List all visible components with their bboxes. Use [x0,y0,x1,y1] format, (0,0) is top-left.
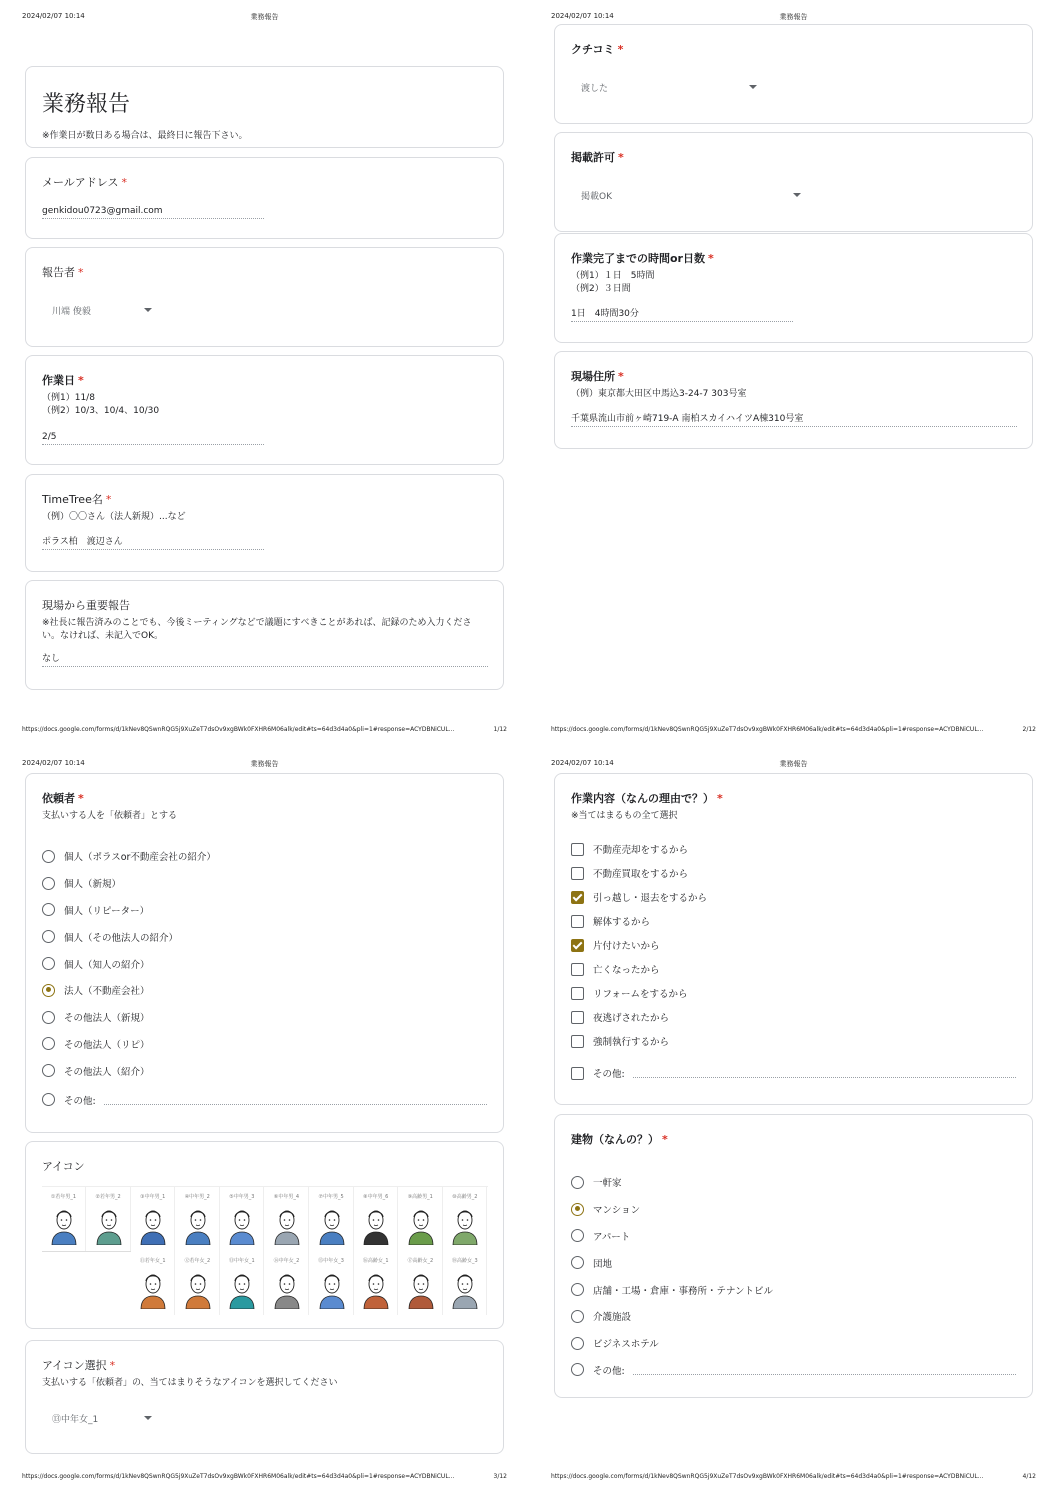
radio-icon[interactable] [571,1256,584,1269]
radio-option[interactable] [42,897,487,924]
building-options [571,1169,1016,1383]
radio-option[interactable] [571,1196,1016,1223]
print-title: 業務報告 [779,13,808,21]
address-field[interactable]: 千葉県流山市前ヶ崎719-A 南柏スカイハイツA棟310号室 [571,411,1017,427]
radio-icon[interactable] [42,1011,55,1024]
question-label: メールアドレス [42,176,119,189]
form-title: 業務報告 [42,92,131,117]
option-label: 引っ越し・退去をするから [593,893,708,904]
option-label: 店舗・工場・倉庫・事務所・テナントビル [593,1285,774,1297]
icon-cell [220,1187,264,1251]
option-label: 解体するから [593,917,651,928]
client-options [42,843,487,1113]
help-text: ※社長に報告済みのことでも、今後ミーティングなどで議題にすべきことがあれば、記録のため入力ください。なければ、未記入でOK。 [42,618,472,641]
option-label: ビジネスホテル [593,1339,659,1351]
kuchikomi-dropdown[interactable] [581,81,757,95]
option-label: その他法人（リピ） [64,1039,150,1051]
page-2 [529,0,1058,747]
icon-label: ④中年男_2 [184,1194,210,1200]
icon-cell [354,1187,398,1251]
option-label: 個人（ポラスor不動産会社の紹介） [64,852,216,864]
person-icon [184,1205,212,1245]
footer-url: https://docs.google.com/forms/d/1kNev8QSwnRQG5j9XuZeT7dsOv9xgBWk0FXHR6M06alk/edit#ts=64d3d4a0&pli=1#response=ACYDBNiCUL... [22,726,455,733]
radio-icon[interactable] [42,903,55,916]
icon-label: ⑱高齢女_3 [452,1258,478,1264]
radio-icon[interactable] [42,1037,55,1050]
icon-cell [265,1187,309,1251]
help-text: ※当てはまるもの全て選択 [571,811,678,821]
radio-option[interactable] [42,843,487,870]
required-mark: * [618,370,624,383]
required-mark: * [105,493,112,506]
radio-icon[interactable] [571,1176,584,1189]
option-label: 不動産売却をするから [593,845,689,856]
page-header [551,12,1036,22]
checkbox-icon[interactable] [571,1067,584,1080]
question-reason [554,773,1033,1105]
icon-cell [443,1187,487,1251]
workdate-field[interactable]: 2/5 [42,432,264,445]
icon-cell [42,1187,86,1251]
required-mark: * [662,1133,668,1146]
icon-label: ⑫若年女_2 [184,1258,211,1264]
person-icon [50,1205,78,1245]
option-label: 一軒家 [593,1178,622,1190]
required-mark: * [717,792,723,805]
question-label: 作業日 [42,374,75,387]
dropdown-value: 掲載OK [581,192,612,202]
radio-option[interactable] [42,1031,487,1058]
duration-field[interactable]: 1日 4時間30分 [571,306,793,322]
page-header [22,12,507,22]
radio-option[interactable] [571,1357,1016,1384]
checkbox-option[interactable] [571,1061,1016,1085]
question-icon [25,1141,504,1329]
page-footer [551,726,1036,736]
required-mark: * [78,266,84,279]
person-icon [407,1269,435,1309]
form-header-card [25,66,504,148]
checkbox-icon[interactable] [571,939,584,952]
page-1 [0,0,529,747]
help-text: 支払いする人を「依頼者」とする [42,811,178,821]
icon-cell [443,1251,487,1315]
question-label: 作業内容（なんの理由で？） [571,792,714,805]
form-description: ※作業日が数日ある場合は、最終日に報告下さい。 [42,131,248,141]
question-building [554,1114,1033,1398]
page-footer [22,1473,507,1483]
page-3 [0,747,529,1494]
option-label: 法人（不動産会社） [64,986,150,998]
help-text: 支払いする「依頼者」の、当てはまりそうなアイコンを選択してください [42,1378,338,1388]
person-icon [318,1205,346,1245]
icon-select-dropdown[interactable] [52,1412,152,1426]
grid-divider [42,1251,131,1252]
icon-cell [354,1251,398,1315]
question-label: アイコン [42,1160,85,1173]
chevron-down-icon [793,193,801,197]
radio-option[interactable] [571,1276,1016,1303]
chevron-down-icon [144,1416,152,1420]
radio-icon[interactable] [42,984,55,997]
radio-icon[interactable] [42,1064,55,1077]
radio-option[interactable] [42,950,487,977]
help-text [42,392,487,418]
radio-icon[interactable] [571,1363,584,1376]
icon-label: ⑯高齢女_1 [362,1258,389,1264]
radio-option[interactable] [42,870,487,897]
required-mark: * [78,374,84,387]
reporter-dropdown[interactable] [52,304,152,318]
page-header [551,759,1036,769]
question-email [25,157,504,239]
person-icon [228,1269,256,1309]
option-label: その他: [64,1095,96,1107]
question-reporter [25,247,504,347]
option-label: アパート [593,1231,631,1243]
icon-label: ⑨高齢男_1 [407,1194,433,1200]
icon-cell [220,1251,264,1315]
question-label: 依頼者 [42,792,75,805]
option-label: 不動産買取をするから [593,869,689,880]
icon-cell [131,1187,175,1251]
chevron-down-icon [749,85,757,89]
print-datetime: 2024/02/07 10:14 [551,12,614,20]
print-datetime: 2024/02/07 10:14 [551,759,614,767]
checkbox-icon[interactable] [571,915,584,928]
icon-label: ①若年男_1 [50,1194,77,1200]
help-line-2: （例2）10/3、10/4、10/30 [42,406,160,416]
question-label: 現場住所 [571,370,615,383]
question-important [25,580,504,690]
icon-label: ⑬中年女_1 [229,1258,255,1264]
permission-dropdown[interactable] [581,189,801,203]
option-label: その他: [593,1069,625,1080]
option-label: 個人（リピーター） [64,905,150,917]
checkbox-option[interactable] [571,885,1016,909]
print-title: 業務報告 [779,760,808,768]
radio-icon[interactable] [571,1229,584,1242]
required-mark: * [707,252,714,265]
help-text [571,270,1016,296]
option-label: リフォームをするから [593,989,688,1000]
radio-option[interactable] [571,1330,1016,1357]
page-number: 2/12 [1022,726,1036,733]
question-label: 掲載許可 [571,151,615,164]
person-icon [139,1205,167,1245]
question-kuchikomi [554,24,1033,124]
person-icon [362,1269,390,1309]
question-timetree [25,474,504,572]
radio-icon[interactable] [42,850,55,863]
icon-grid-image [42,1186,488,1318]
radio-option[interactable] [42,1086,487,1113]
icon-cell [399,1187,443,1251]
help-text: （例）〇〇さん（法人新規）...など [42,512,186,522]
help-line-1: （例1）11/8 [42,393,95,403]
other-text-field[interactable] [633,1365,1016,1375]
icon-cell [265,1251,309,1315]
question-address [554,351,1033,449]
required-mark: * [78,792,84,805]
radio-option[interactable] [42,923,487,950]
checkbox-icon[interactable] [571,1011,584,1024]
question-label: TimeTree名 [42,493,103,506]
page-number: 4/12 [1022,1473,1036,1480]
checkbox-option[interactable] [571,981,1016,1005]
icon-cell [310,1187,354,1251]
icon-label: ⑩高齢男_2 [452,1194,478,1200]
option-label: 個人（その他法人の紹介） [64,932,179,944]
person-icon [228,1205,256,1245]
checkbox-icon[interactable] [571,987,584,1000]
person-icon [318,1269,346,1309]
person-icon [184,1269,212,1309]
checkbox-option[interactable] [571,909,1016,933]
print-datetime: 2024/02/07 10:14 [22,12,85,20]
chevron-down-icon [144,308,152,312]
timetree-field[interactable]: ポラス柏 渡辺さん [42,534,264,550]
print-title: 業務報告 [250,760,279,768]
icon-label: ⑧中年男_6 [363,1194,389,1200]
person-icon [95,1205,123,1245]
person-icon [273,1205,301,1245]
footer-url: https://docs.google.com/forms/d/1kNev8QSwnRQG5j9XuZeT7dsOv9xgBWk0FXHR6M06alk/edit#ts=64d3d4a0&pli=1#response=ACYDBNiCUL... [551,726,984,733]
question-label: クチコミ [571,43,615,56]
footer-url: https://docs.google.com/forms/d/1kNev8QSwnRQG5j9XuZeT7dsOv9xgBWk0FXHR6M06alk/edit#ts=64d3d4a0&pli=1#response=ACYDBNiCUL... [551,1473,984,1480]
checkbox-icon[interactable] [571,843,584,856]
required-mark: * [618,151,624,164]
icon-label: ⑦中年男_5 [318,1194,344,1200]
option-label: 亡くなったから [593,965,660,976]
option-label: 個人（新規） [64,879,122,891]
page-4 [529,747,1058,1494]
question-label: 建物（なんの？） [571,1133,659,1146]
icon-label: ③中年男_1 [140,1194,166,1200]
page-number: 1/12 [493,726,507,733]
dropdown-value: 渡した [581,84,609,94]
person-icon [273,1269,301,1309]
other-text-field[interactable] [104,1095,487,1105]
required-mark: * [121,176,127,189]
icon-label: ⑪若年女_1 [139,1258,166,1264]
reason-options [571,837,1016,1085]
required-mark: * [109,1359,116,1372]
checkbox-icon[interactable] [571,867,584,880]
dropdown-value: 川端 俊毅 [52,307,91,317]
checkbox-icon[interactable] [571,1035,584,1048]
icon-cell [131,1251,175,1315]
icon-label: ⑰高齢女_2 [407,1258,434,1264]
dropdown-value: ⑬中年女_1 [52,1415,99,1425]
question-label: 報告者 [42,266,75,279]
option-label: 片付けたいから [593,941,660,952]
checkbox-option[interactable] [571,861,1016,885]
radio-option[interactable] [42,1004,487,1031]
question-label: 現場から重要報告 [42,599,130,612]
person-icon [362,1205,390,1245]
person-icon [451,1205,479,1245]
radio-icon[interactable] [571,1337,584,1350]
icon-label: ⑭中年女_2 [273,1258,300,1264]
person-icon [407,1205,435,1245]
icon-cell [176,1187,220,1251]
radio-icon[interactable] [571,1283,584,1296]
question-duration [554,233,1033,343]
icon-label: ⑥中年男_4 [273,1194,300,1200]
person-icon [139,1269,167,1309]
option-label: 団地 [593,1258,613,1270]
footer-url: https://docs.google.com/forms/d/1kNev8QSwnRQG5j9XuZeT7dsOv9xgBWk0FXHR6M06alk/edit#ts=64d3d4a0&pli=1#response=ACYDBNiCUL... [22,1473,455,1480]
checkbox-option[interactable] [571,957,1016,981]
question-permission [554,132,1033,232]
page-number: 3/12 [493,1473,507,1480]
option-label: その他: [593,1365,625,1377]
icon-label: ⑮中年女_3 [318,1258,344,1264]
radio-icon[interactable] [42,957,55,970]
question-workdate [25,355,504,465]
page-header [22,759,507,769]
option-label: その他法人（紹介） [64,1066,150,1078]
required-mark: * [617,43,624,56]
checkbox-option[interactable] [571,933,1016,957]
page-footer [551,1473,1036,1483]
help-line-2: （例2）３日間 [571,284,631,294]
radio-option[interactable] [571,1223,1016,1250]
question-icon-select [25,1340,504,1454]
help-text: （例）東京都大田区中馬込3-24-7 303号室 [571,389,747,399]
radio-icon[interactable] [571,1310,584,1323]
page-footer [22,726,507,736]
radio-icon[interactable] [42,1093,55,1106]
question-label: 作業完了までの時間or日数 [571,252,705,265]
checkbox-icon[interactable] [571,963,584,976]
icon-cell [310,1251,354,1315]
radio-option[interactable] [571,1249,1016,1276]
question-client [25,773,504,1133]
radio-option[interactable] [571,1303,1016,1330]
person-icon [451,1269,479,1309]
radio-icon[interactable] [42,930,55,943]
radio-option[interactable] [42,1057,487,1084]
option-label: マンション [593,1205,641,1217]
radio-option[interactable] [571,1169,1016,1196]
checkbox-option[interactable] [571,837,1016,861]
icon-cell [399,1251,443,1315]
checkbox-option[interactable] [571,1029,1016,1053]
radio-icon[interactable] [571,1203,584,1216]
question-label: アイコン選択 [42,1359,107,1372]
radio-option[interactable] [42,977,487,1004]
checkbox-icon[interactable] [571,891,584,904]
option-label: 夜逃げされたから [593,1013,670,1024]
print-datetime: 2024/02/07 10:14 [22,759,85,767]
icon-cell [176,1251,220,1315]
option-label: 介護施設 [593,1312,632,1324]
radio-icon[interactable] [42,877,55,890]
option-label: 個人（知人の紹介） [64,959,150,971]
icon-label: ②若年男_2 [95,1194,121,1200]
help-line-1: （例1）１日 5時間 [571,271,655,281]
checkbox-option[interactable] [571,1005,1016,1029]
icon-label: ⑤中年男_3 [229,1194,255,1200]
other-text-field[interactable] [633,1068,1016,1078]
important-field[interactable]: なし [42,651,488,667]
option-label: 強制執行するから [593,1037,670,1048]
icon-cell [87,1187,131,1251]
email-field[interactable]: genkidou0723@gmail.com [42,206,264,219]
print-title: 業務報告 [250,13,279,21]
option-label: その他法人（新規） [64,1013,150,1025]
